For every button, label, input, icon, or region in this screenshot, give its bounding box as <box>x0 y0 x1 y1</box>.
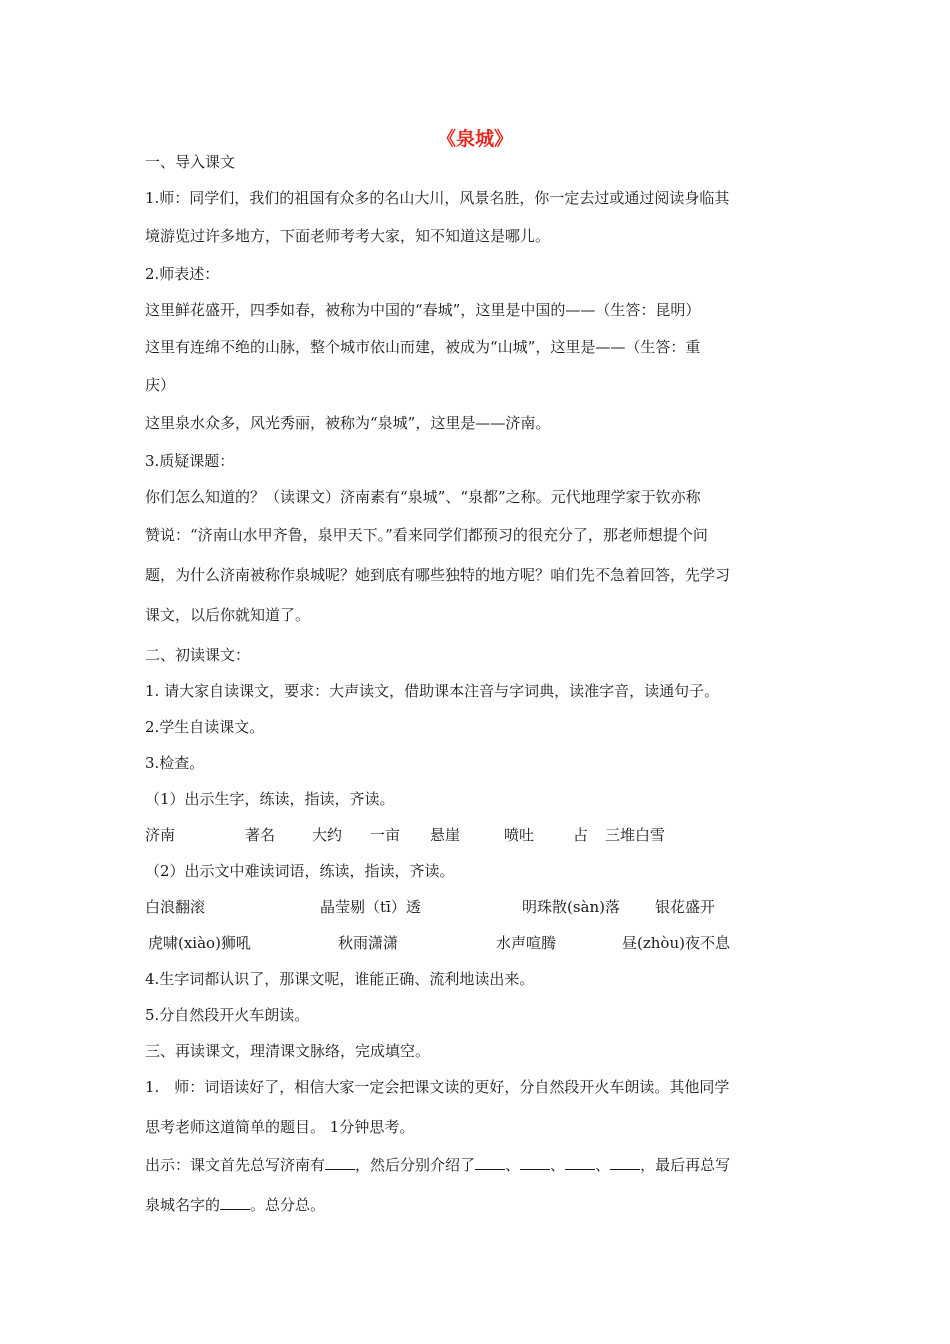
vocab-word: 银花盛开 <box>655 898 716 916</box>
vocab-word: 虎啸(xiào)狮吼 <box>148 934 251 952</box>
answer-blank[interactable] <box>520 1155 550 1170</box>
paragraph-line: 2.学生自读课文。 <box>145 718 265 736</box>
vocab-word: 水声喧腾 <box>496 934 557 952</box>
paragraph-line: 3.质疑课题： <box>145 452 235 470</box>
paragraph-line: 这里有连绵不绝的山脉，整个城市依山而建，被成为“山城”，这里是——（生答：重 <box>145 338 701 356</box>
vocab-word: 秋雨潇潇 <box>338 934 399 952</box>
vocab-char: 喷吐 <box>504 826 535 844</box>
vocab-char: 大约 <box>312 826 343 844</box>
section-heading-1: 一、导入课文 <box>145 153 236 171</box>
paragraph-line: 你们怎么知道的？（读课文）济南素有“泉城”、“泉都”之称。元代地理学家于钦亦称 <box>145 488 701 506</box>
vocab-char: 悬崖 <box>430 826 461 844</box>
paragraph-line: 3.检查。 <box>145 754 205 772</box>
answer-blank[interactable] <box>475 1155 505 1170</box>
vocab-char: 济南 <box>145 826 176 844</box>
paragraph-line: 4.生字词都认识了，那课文呢，谁能正确、流利地读出来。 <box>145 970 535 988</box>
paragraph-line: 这里泉水众多，风光秀丽，被称为“泉城”，这里是——济南。 <box>145 414 551 432</box>
paragraph-line: （2）出示文中难读词语，练读，指读，齐读。 <box>145 862 455 880</box>
paragraph-line: 2.师表述： <box>145 265 220 283</box>
page-title: 《泉城》 <box>436 128 513 150</box>
vocab-word: 昼(zhòu)夜不息 <box>622 934 730 952</box>
vocab-char: 占 <box>573 826 589 844</box>
paragraph-line: 课文，以后你就知道了。 <box>145 606 311 624</box>
paragraph-line: 这里鲜花盛开，四季如春，被称为中国的“春城”，这里是中国的——（生答：昆明） <box>145 301 701 319</box>
paragraph-line: 1. 师：词语读好了，相信大家一定会把课文读的更好，分自然段开火车朗读。其他同学 <box>145 1078 730 1096</box>
paragraph-line: 5.分自然段开火车朗读。 <box>145 1006 310 1024</box>
vocab-char: 一亩 <box>370 826 401 844</box>
fill-in-line: 出示：课文首先总写济南有 ，然后分别介绍了 、 、 、 ，最后再总写 <box>145 1156 731 1174</box>
paragraph-line: 1. 请大家自读课文，要求：大声读文，借助课本注音与字词典，读准字音，读通句子。 <box>145 682 720 700</box>
paragraph-line: 境游览过许多地方，下面老师考考大家，知不知道这是哪儿。 <box>145 227 551 245</box>
vocab-word: 晶莹剔（tī）透 <box>320 898 421 916</box>
paragraph-line: 1.师：同学们，我们的祖国有众多的名山大川，风景名胜，你一定去过或通过阅读身临其 <box>145 189 730 207</box>
answer-blank[interactable] <box>610 1155 640 1170</box>
section-heading-3: 三、再读课文，理清课文脉络，完成填空。 <box>145 1042 431 1060</box>
paragraph-line: 庆） <box>145 376 176 394</box>
paragraph-line: （1）出示生字，练读，指读，齐读。 <box>145 790 395 808</box>
vocab-word: 明珠散(sàn)落 <box>522 898 621 916</box>
vocab-char: 三堆白雪 <box>605 826 666 844</box>
section-heading-2: 二、初读课文： <box>145 646 251 664</box>
paragraph-line: 思考老师这道简单的题目。 1分钟思考。 <box>145 1118 415 1136</box>
answer-blank[interactable] <box>325 1155 355 1170</box>
vocab-word: 白浪翻滚 <box>145 898 206 916</box>
fill-in-line: 泉城名字的 。总分总。 <box>145 1196 326 1214</box>
vocab-char: 著名 <box>245 826 276 844</box>
answer-blank[interactable] <box>565 1155 595 1170</box>
answer-blank[interactable] <box>220 1195 250 1210</box>
paragraph-line: 题，为什么济南被称作泉城呢？她到底有哪些独特的地方呢？咱们先不急着回答，先学习 <box>145 566 731 584</box>
paragraph-line: 赞说：“济南山水甲齐鲁，泉甲天下。”看来同学们都预习的很充分了，那老师想提个问 <box>145 526 708 544</box>
